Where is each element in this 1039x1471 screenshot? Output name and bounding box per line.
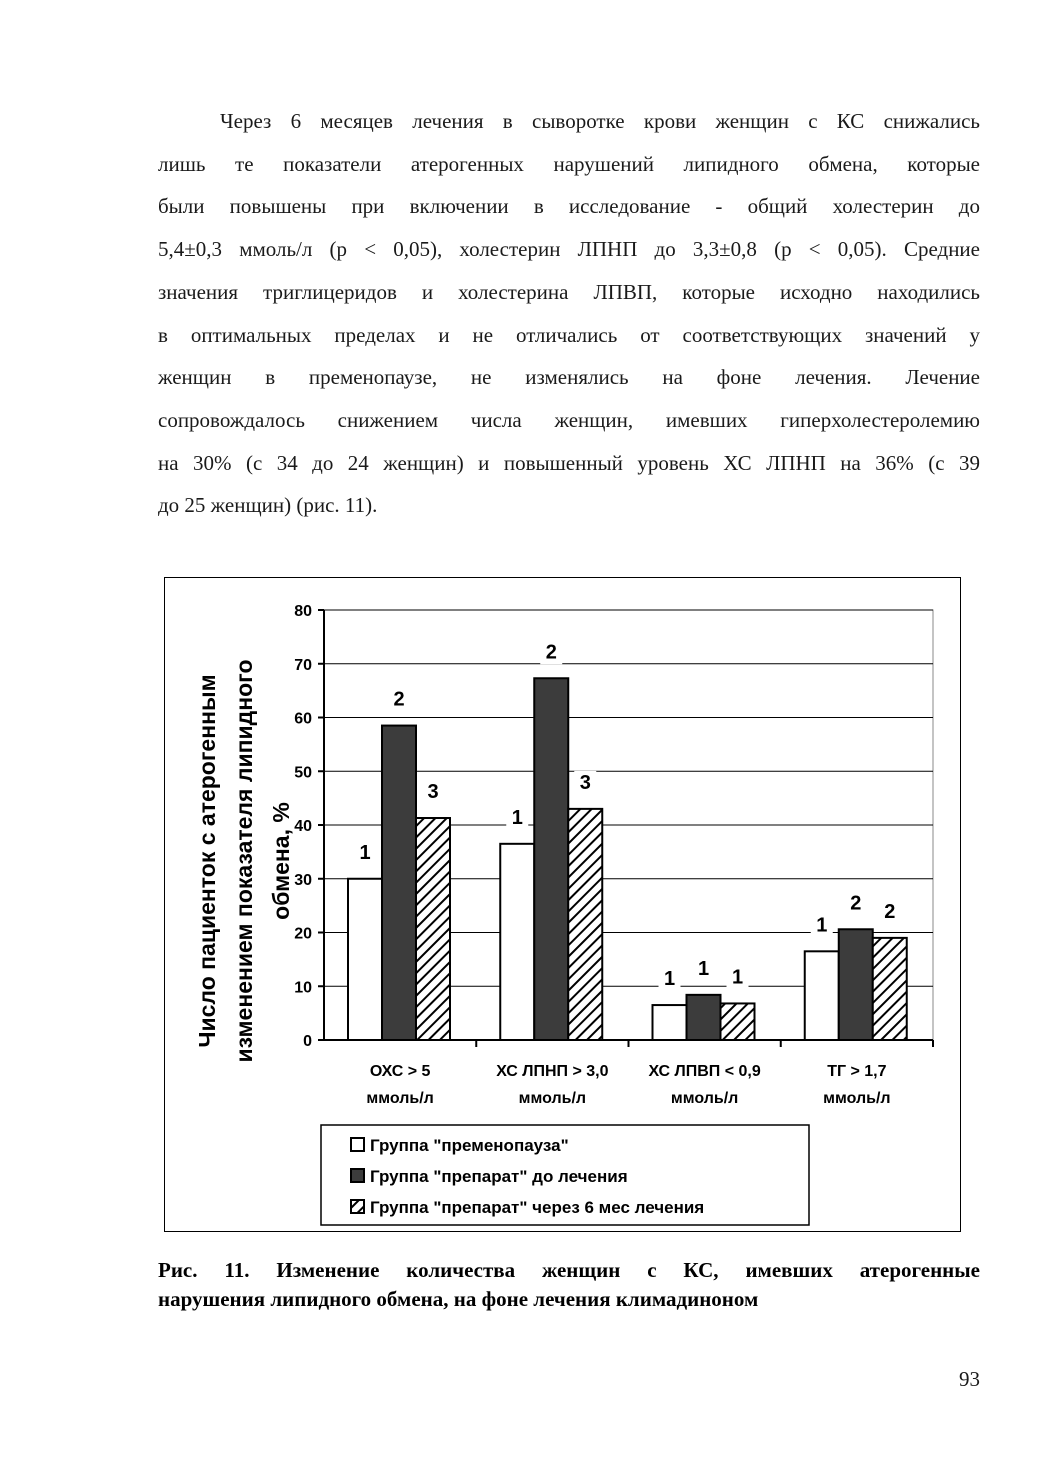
bar-annotation: 2 [850, 892, 862, 915]
y-tick-label: 0 [303, 1033, 312, 1050]
legend-swatch [351, 1200, 364, 1213]
y-tick-label: 10 [294, 979, 312, 997]
bar-annotation: 2 [393, 688, 405, 711]
x-category-label: ОХС > 5 [369, 1063, 431, 1080]
bar [382, 726, 416, 1040]
bar-annotation: 3 [427, 781, 439, 804]
bar-annotation: 1 [697, 957, 710, 980]
x-category-label: ТГ > 1,7 [827, 1063, 887, 1080]
text-line: на 30% (с 34 до 24 женщин) и повышенный уровень ХС ЛПНП на 36% (с 39 [158, 450, 980, 475]
text-line: женщин в пременопаузе, не изменялись на фоне лечения. Лечение [158, 365, 980, 390]
bar-annotation: 1 [511, 806, 523, 829]
y-tick-label: 70 [294, 656, 312, 674]
legend-swatch [351, 1169, 364, 1182]
bar-annotation: 1 [359, 841, 371, 864]
x-category-label: ммоль/л [518, 1090, 587, 1107]
bar [534, 678, 568, 1040]
bar-annotation: 1 [816, 914, 828, 937]
bar [839, 929, 873, 1040]
legend-label: Группа "препарат" через 6 мес лечения [370, 1198, 705, 1217]
legend-label: Группа "препарат" до лечения [370, 1167, 628, 1186]
bar [653, 1005, 687, 1040]
text-line: значения триглицеридов и холестерина ЛПВП, которые исходно находились [158, 279, 980, 304]
y-tick-label: 60 [294, 710, 312, 728]
legend-label: Группа "пременопауза" [370, 1136, 569, 1155]
bar [687, 995, 721, 1040]
body-paragraph [158, 100, 980, 527]
caption-line: нарушения липидного обмена, на фоне лечения климадиноном [158, 1287, 759, 1311]
bar [416, 818, 450, 1040]
legend-swatch [351, 1138, 364, 1151]
bar-annotation: 1 [663, 968, 676, 991]
text-line: до 25 женщин) (рис. 11). [158, 493, 378, 518]
text-line: в оптимальных пределах и не отличались от соответствующих значений у [158, 322, 980, 347]
bar [500, 844, 534, 1040]
text-line: были повышены при включении в исследование - общий холестерин до [158, 194, 980, 219]
y-axis-label-line: обмена, % [268, 802, 294, 920]
y-tick-label: 20 [294, 925, 312, 943]
figure-caption [158, 1256, 980, 1314]
x-category-label: ммоль/л [366, 1090, 434, 1107]
bar [805, 951, 839, 1040]
bar-chart [165, 578, 962, 1233]
bar-annotation: 2 [545, 641, 557, 664]
y-tick-label: 30 [294, 871, 312, 889]
bar [568, 809, 602, 1040]
text-line: Через 6 месяцев лечения в сыворотке крови женщин с КС снижались [220, 109, 980, 133]
bar [348, 879, 382, 1040]
bar [873, 938, 907, 1040]
text-line: сопровождалось снижением числа женщин, имевших гиперхолестеролемию [158, 407, 980, 432]
figure-frame [164, 577, 961, 1232]
y-tick-label: 80 [294, 603, 312, 620]
page-number: 93 [959, 1367, 980, 1391]
bar-annotation: 3 [579, 771, 591, 794]
text-line: 5,4±0,3 ммоль/л (р < 0,05), холестерин ЛПНП до 3,3±0,8 (р < 0,05). Средние [158, 237, 980, 262]
y-axis-label-line: изменением показателя липидного [231, 659, 257, 1063]
x-category-label: ммоль/л [823, 1090, 891, 1107]
x-category-label: ХС ЛПНП > 3,0 [496, 1063, 609, 1080]
x-category-label: ммоль/л [670, 1090, 739, 1107]
y-tick-label: 50 [294, 764, 312, 782]
bar-annotation: 2 [884, 900, 896, 923]
y-axis-label-line: Число пациенток с атерогенным [194, 674, 220, 1048]
x-category-label: ХС ЛПВП < 0,9 [648, 1063, 761, 1080]
caption-line: Рис. 11. Изменение количества женщин с КС, имевших атерогенные [158, 1258, 980, 1282]
text-line: лишь те показатели атерогенных нарушений липидного обмена, которые [158, 151, 980, 176]
y-tick-label: 40 [294, 818, 312, 835]
y-axis-label [194, 660, 294, 1063]
bar [721, 1003, 755, 1040]
bar-annotation: 1 [731, 966, 744, 989]
